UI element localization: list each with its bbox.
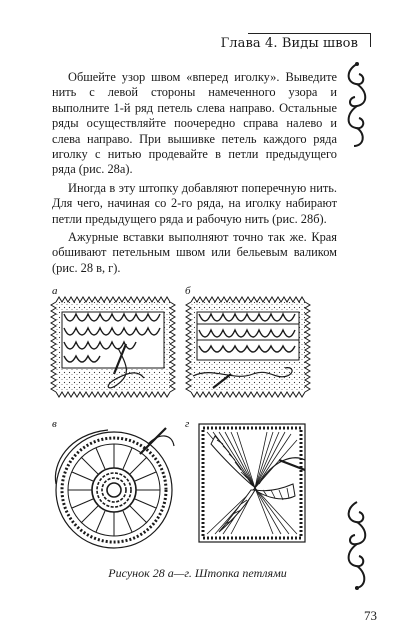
paragraph: Ажурные вставки выполняют точно так же. Края обшивают петельным швом или бельевым валиком (рис. 28 в, г).: [52, 230, 337, 275]
chapter-header-title: Глава 4. Виды швов: [220, 36, 358, 51]
page-number: 73: [364, 608, 377, 623]
flourish-ornament-bottom: [340, 498, 374, 594]
figure-b-loop-darning-transverse: [183, 296, 313, 400]
figure-label-b: б: [185, 285, 191, 297]
figure-d-square-insertion: [193, 420, 311, 550]
figure-label-c: в: [52, 418, 57, 430]
flourish-ornament-top: [340, 60, 374, 150]
header-rule: [248, 33, 370, 34]
paragraph: Иногда в эту штопку добавляют поперечную нить. Для чего, начиная со 2-го ряда, на иголку набирают петли предыдущего ряда и рабочую нить (рис. 28б).: [52, 180, 337, 226]
body-text: [52, 70, 337, 279]
figure-caption: Рисунок 28 а—г. Штопка петлями: [108, 566, 287, 580]
header-rule-end: [370, 33, 371, 47]
figure-a-loop-darning: [48, 296, 178, 400]
paragraph: Обшейте узор швом «вперед иголку». Выведите нить с левой стороны намеченного узора и выполните 1-й ряд петель слева направо. Остальные ряды осуществляйте поочередно справа налево и слева направо. При вышивке петель каждого ряда иголку с нитью продевайте в петли предыдущего ряда (рис. 28а).: [52, 70, 337, 177]
figure-label-a: а: [52, 285, 58, 297]
figure-c-round-insertion: [48, 424, 178, 554]
figure-label-d: г: [185, 418, 190, 430]
